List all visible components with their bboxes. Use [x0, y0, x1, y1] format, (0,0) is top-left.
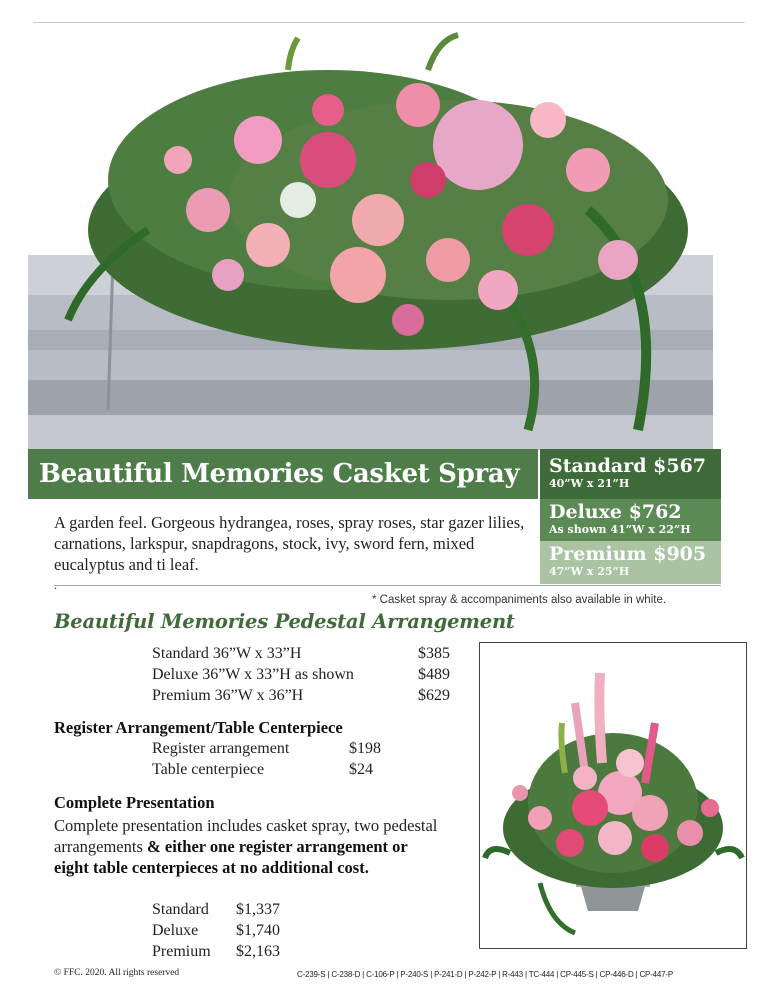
- complete-description-bold: & either one register arrangement or eight table centerpieces at no additional cost.: [54, 837, 408, 877]
- price-premium: [540, 541, 721, 584]
- item-name: Standard 36”W x 33”H: [152, 645, 302, 662]
- price-premium-dims: 47”W x 25”H: [549, 565, 630, 578]
- white-availability-note: * Casket spray & accompaniments also available in white.: [372, 594, 667, 606]
- item-price: $489: [418, 666, 450, 683]
- register-price-list: [152, 738, 381, 780]
- price-premium-tier: Premium $905: [549, 543, 707, 565]
- complete-description: [54, 815, 444, 878]
- list-item: [152, 759, 381, 780]
- section-divider: [54, 585, 721, 586]
- pedestal-price-list: [152, 643, 450, 706]
- list-item: [152, 685, 450, 706]
- product-title: Beautiful Memories Casket Spray: [28, 449, 538, 499]
- list-item: [152, 920, 280, 941]
- top-divider: [33, 22, 745, 23]
- item-price: $24: [349, 761, 373, 778]
- list-item: [152, 899, 280, 920]
- complete-heading: Complete Presentation: [54, 793, 215, 812]
- item-name: Table centerpiece: [152, 761, 265, 778]
- item-name: Deluxe: [152, 922, 199, 939]
- copyright-notice: © FFC. 2020. All rights reserved: [54, 968, 180, 978]
- price-standard: [540, 449, 721, 499]
- item-price: $629: [418, 687, 450, 704]
- item-name: Premium: [152, 943, 211, 960]
- item-price: $198: [349, 740, 381, 757]
- price-standard-tier: Standard $567: [549, 455, 707, 477]
- item-name: Deluxe 36”W x 33”H as shown: [152, 666, 354, 683]
- item-price: $1,337: [236, 901, 280, 918]
- item-price: $385: [418, 645, 450, 662]
- price-standard-dims: 40”W x 21”H: [549, 477, 630, 490]
- product-codes: C-239-S | C-238-D | C-106-P | P-240-S | P-241-D | P-242-P | R-443 | TC-444 | CP-445-S | CP-446-D | CP-447-P: [297, 970, 673, 979]
- item-name: Register arrangement: [152, 740, 290, 757]
- pedestal-arrangement-photo: [479, 642, 747, 949]
- casket-spray-photo: [28, 30, 718, 450]
- complete-description-plain: Complete presentation includes casket spray, two pedestal arrangements: [54, 816, 438, 856]
- item-name: Standard: [152, 901, 209, 918]
- list-item: [152, 643, 450, 664]
- price-deluxe-dims: As shown 41”W x 22”H: [549, 523, 691, 536]
- price-deluxe-tier: Deluxe $762: [549, 501, 682, 523]
- register-heading: Register Arrangement/Table Centerpiece: [54, 718, 343, 737]
- complete-price-list: [152, 899, 280, 962]
- list-item: [152, 941, 280, 962]
- list-item: [152, 738, 381, 759]
- item-price: $2,163: [236, 943, 280, 960]
- list-item: [152, 664, 450, 685]
- item-price: $1,740: [236, 922, 280, 939]
- item-name: Premium 36”W x 36”H: [152, 687, 304, 704]
- price-deluxe: [540, 499, 721, 541]
- product-description: A garden feel. Gorgeous hydrangea, roses, spray roses, star gazer lilies, carnations, larkspur, snapdragons, stock, ivy, sword fern, mixed eucalyptus and ti leaf.: [54, 513, 525, 574]
- pedestal-title: Beautiful Memories Pedestal Arrangement: [54, 610, 515, 633]
